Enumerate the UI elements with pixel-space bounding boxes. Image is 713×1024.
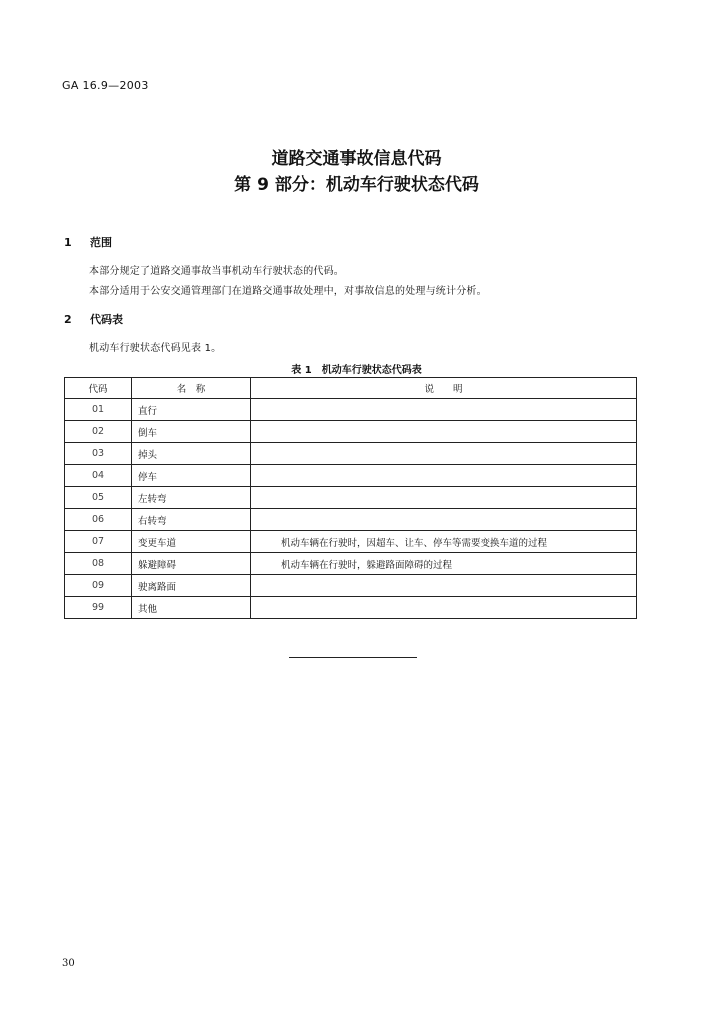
section-number: 2 xyxy=(64,313,72,326)
cell-code: 04 xyxy=(65,465,132,487)
header-description: 说 明 xyxy=(251,378,637,399)
cell-description xyxy=(251,597,637,619)
cell-name: 倒车 xyxy=(132,421,251,443)
table-row xyxy=(65,575,637,597)
cell-description xyxy=(251,443,637,465)
header-name: 名 称 xyxy=(132,378,251,399)
cell-name: 躲避障碍 xyxy=(132,553,251,575)
table-row xyxy=(65,443,637,465)
cell-code: 07 xyxy=(65,531,132,553)
table-row xyxy=(65,487,637,509)
table-header-row xyxy=(65,378,637,399)
page-number: 30 xyxy=(62,958,75,969)
cell-code: 08 xyxy=(65,553,132,575)
cell-code: 03 xyxy=(65,443,132,465)
document-title: 道路交通事故信息代码 xyxy=(271,149,442,169)
cell-name: 其他 xyxy=(132,597,251,619)
cell-description xyxy=(251,575,637,597)
table-row xyxy=(65,421,637,443)
cell-description xyxy=(251,465,637,487)
cell-description xyxy=(251,509,637,531)
cell-name: 直行 xyxy=(132,399,251,421)
table-row xyxy=(65,597,637,619)
cell-code: 09 xyxy=(65,575,132,597)
cell-code: 05 xyxy=(65,487,132,509)
section-title: 代码表 xyxy=(90,313,123,326)
cell-description xyxy=(251,421,637,443)
section-2-paragraph-1: 机动车行驶状态代码见表 1。 xyxy=(89,343,222,354)
document-subtitle: 第 9 部分：机动车行驶状态代码 xyxy=(234,175,479,195)
cell-code: 06 xyxy=(65,509,132,531)
header-code: 代码 xyxy=(65,378,132,399)
end-of-document-rule xyxy=(289,657,417,658)
table-row xyxy=(65,531,637,553)
cell-description xyxy=(251,399,637,421)
table-row xyxy=(65,509,637,531)
section-number: 1 xyxy=(64,236,72,249)
table-caption: 表 1 机动车行驶状态代码表 xyxy=(291,365,422,376)
section-1-heading xyxy=(64,234,112,250)
cell-name: 停车 xyxy=(132,465,251,487)
section-1-paragraph-2: 本部分适用于公安交通管理部门在道路交通事故处理中，对事故信息的处理与统计分析。 xyxy=(89,286,487,297)
table-row xyxy=(65,465,637,487)
cell-name: 变更车道 xyxy=(132,531,251,553)
cell-description: 机动车辆在行驶时，因超车、让车、停车等需要变换车道的过程 xyxy=(251,531,637,553)
cell-name: 掉头 xyxy=(132,443,251,465)
cell-name: 驶离路面 xyxy=(132,575,251,597)
cell-name: 左转弯 xyxy=(132,487,251,509)
section-2-heading xyxy=(64,311,123,327)
table-row xyxy=(65,399,637,421)
cell-code: 99 xyxy=(65,597,132,619)
standard-number: GA 16.9—2003 xyxy=(62,79,149,92)
section-title: 范围 xyxy=(90,236,112,249)
cell-description xyxy=(251,487,637,509)
section-1-paragraph-1: 本部分规定了道路交通事故当事机动车行驶状态的代码。 xyxy=(89,266,344,277)
cell-code: 01 xyxy=(65,399,132,421)
code-table xyxy=(64,377,637,619)
table-row xyxy=(65,553,637,575)
cell-name: 右转弯 xyxy=(132,509,251,531)
cell-description: 机动车辆在行驶时，躲避路面障碍的过程 xyxy=(251,553,637,575)
cell-code: 02 xyxy=(65,421,132,443)
